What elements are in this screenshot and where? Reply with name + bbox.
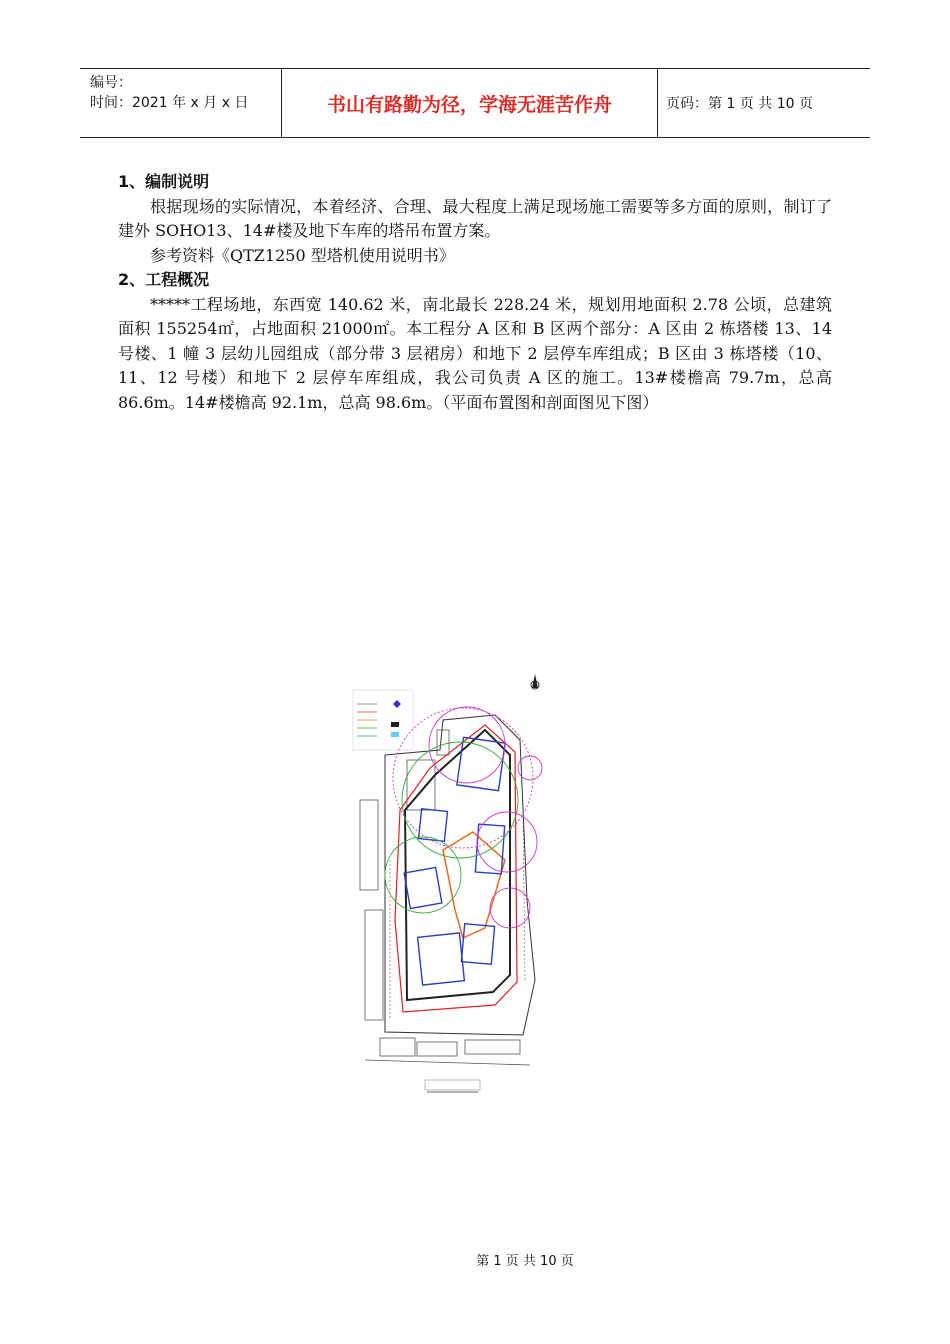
section-heading: 2、工程概况 <box>118 270 210 289</box>
excavation-outline <box>405 730 510 1000</box>
time-label: 时间：2021 年 x 月 x 日 <box>90 95 249 111</box>
tower-buildings <box>404 737 505 985</box>
section-heading: 1、编制说明 <box>118 172 210 191</box>
site-layout-drawing <box>345 660 560 1100</box>
document-body <box>118 170 832 415</box>
page-label: 页码：第 1 页 共 10 页 <box>666 96 813 112</box>
red-haul-route <box>395 725 517 1012</box>
legend-block <box>353 690 413 750</box>
paragraph: *****工程场地，东西宽 140.62 米，南北最长 228.24 米，规划用地面积 2.78 公顷，总建筑面积 155254㎡，占地面积 21000㎡。本工程分 A 区和 B 区两个部分：A 区由 2 栋塔楼 13、14 号楼、1 幢 3 层幼儿园组成（部分带 3 层裙房）和地下 2 层停车库组成；B 区由 3 栋塔楼（10、11、12 号楼）和地下 2 层停车库组成，我公司负责 A 区的施工。13#楼檐高 79.7m，总高 86.6m。14#楼檐高 92.1m，总高 98.6m。（平面布置图和剖面图见下图） <box>118 294 832 412</box>
paragraph: 根据现场的实际情况，本着经济、合理、最大程度上满足现场施工需要等多方面的原则，制订了建外 SOHO13、14#楼及地下车库的塔吊布置方案。 <box>118 196 832 240</box>
north-arrow-icon <box>531 674 539 689</box>
header-left-cell <box>80 69 282 137</box>
page-header <box>80 68 870 138</box>
paragraph: 参考资料《QTZ1250 型塔机使用说明书》 <box>150 245 455 265</box>
page-footer: 第 1 页 共 10 页 <box>476 1254 574 1269</box>
motto: 书山有路勤为径，学海无涯苦作舟 <box>282 69 658 137</box>
drawing-title-box <box>425 1080 480 1090</box>
serial-label: 编号： <box>90 75 132 91</box>
